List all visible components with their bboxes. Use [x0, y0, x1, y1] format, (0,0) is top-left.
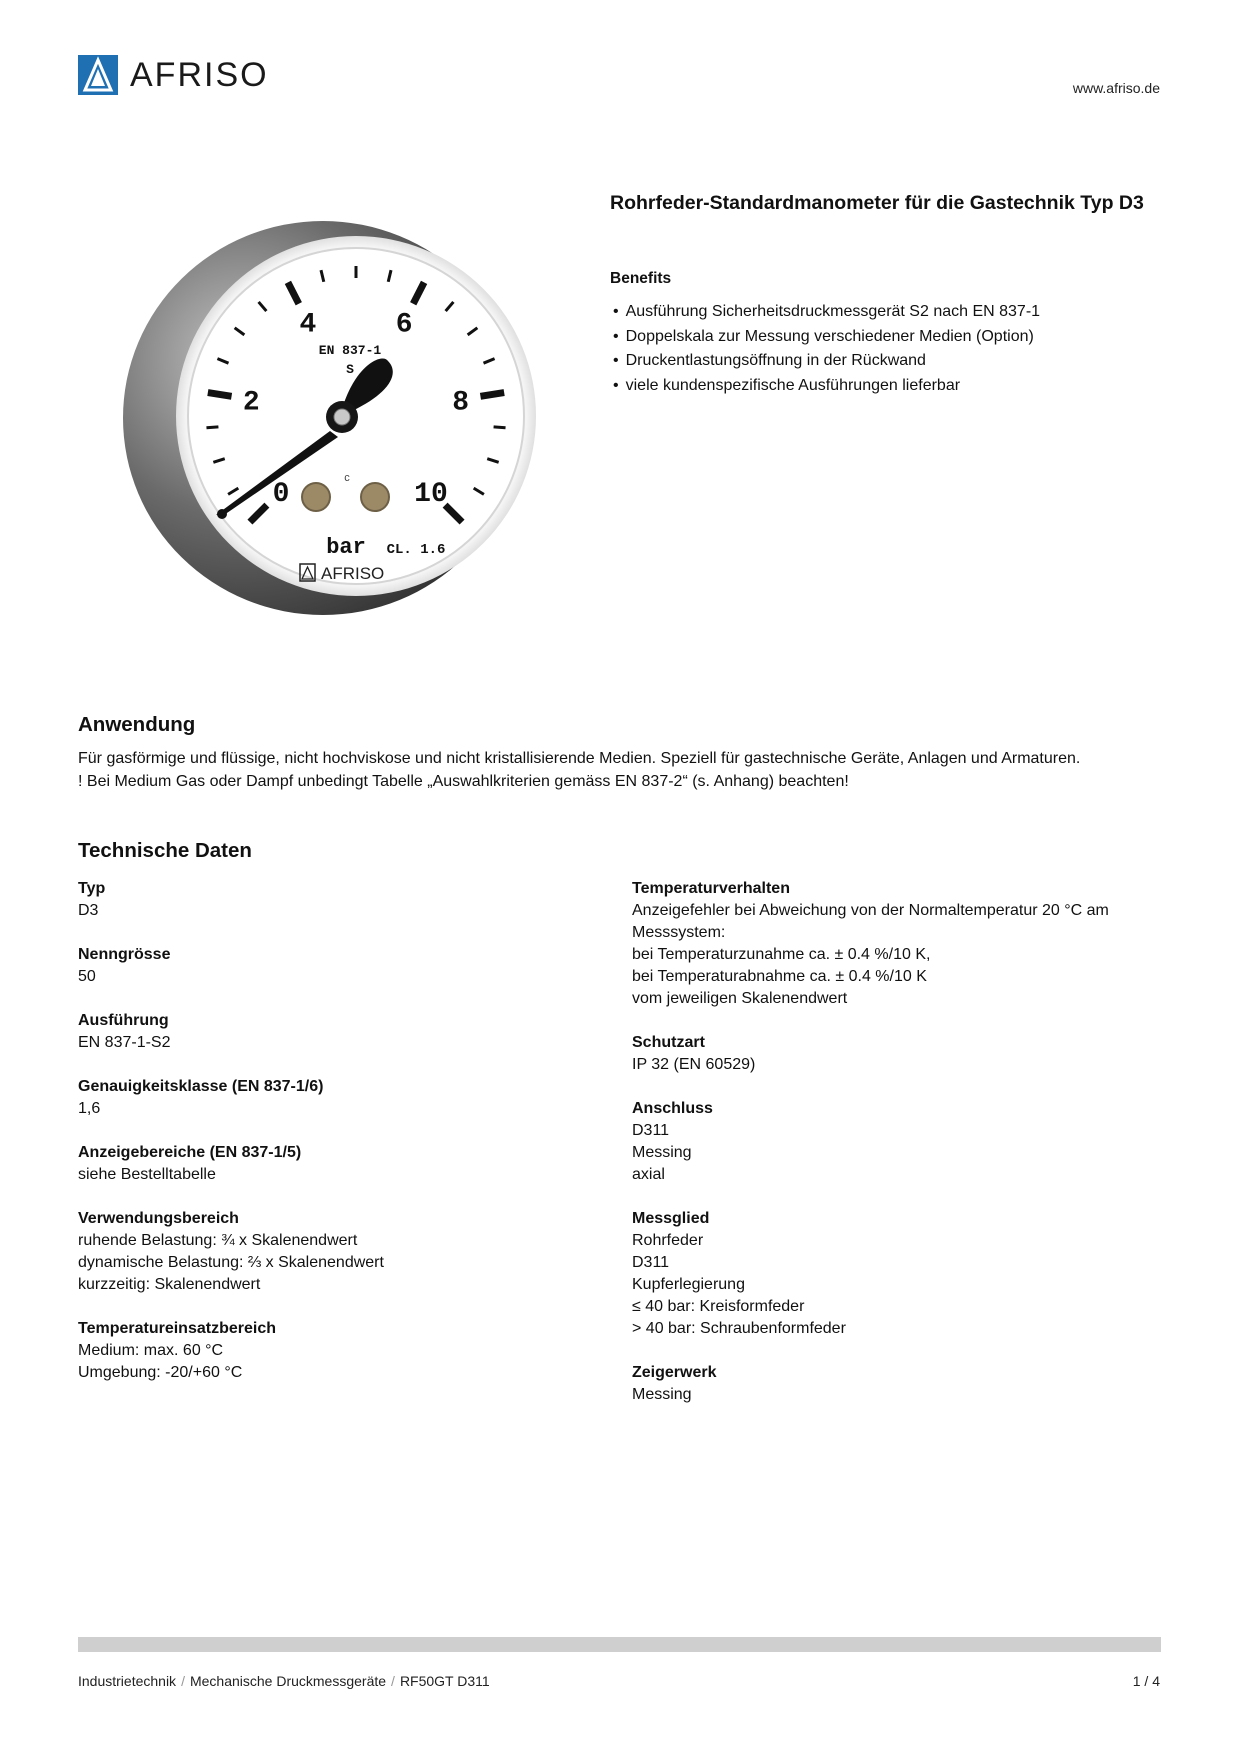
major-tick	[208, 393, 232, 397]
tech-field-label: Ausführung	[78, 1012, 169, 1029]
anwendung-heading: Anwendung	[78, 713, 196, 736]
gauge-scale-label: 6	[395, 309, 413, 341]
tech-field-value: Messing	[632, 1386, 692, 1403]
breadcrumb-separator: /	[181, 1673, 185, 1689]
tech-field-value: D311	[632, 1254, 670, 1271]
tech-field-value: Anzeigefehler bei Abweichung von der Normaltemperatur 20 °C am Messsystem:	[632, 902, 1109, 941]
tech-field-value: Messing	[632, 1144, 692, 1161]
major-tick	[480, 393, 504, 397]
tech-field-label: Zeigerwerk	[632, 1364, 717, 1381]
footer-divider-bar	[78, 1637, 1161, 1652]
anwendung-text	[78, 748, 1178, 793]
breadcrumb	[78, 1673, 490, 1689]
tech-field	[78, 944, 598, 988]
svg-text:c: c	[344, 472, 350, 484]
tech-field	[78, 878, 598, 922]
tech-field-value: Medium: max. 60 °C	[78, 1342, 224, 1359]
tech-field-label: Verwendungsbereich	[78, 1210, 239, 1227]
website-url: www.afriso.de	[1072, 80, 1160, 96]
page-number: 1 / 4	[1132, 1673, 1160, 1689]
tech-field-value: bei Temperaturabnahme ca. ± 0.4 %/10 K	[632, 968, 927, 985]
gauge-screw-right	[361, 483, 389, 511]
tech-field-value: axial	[632, 1166, 665, 1183]
tech-field	[632, 1362, 1152, 1406]
tech-field-label: Nenngrösse	[78, 946, 171, 963]
tech-field	[78, 1076, 598, 1120]
tech-field-label: Temperaturverhalten	[632, 880, 790, 897]
tech-field	[78, 1010, 598, 1054]
tech-field-label: Anzeigebereiche (EN 837-1/5)	[78, 1144, 302, 1161]
breadcrumb-item: RF50GT D311	[399, 1673, 490, 1689]
afriso-logo-icon	[78, 55, 118, 95]
benefit-item: • viele kundenspezifische Ausführungen lieferbar	[613, 374, 1040, 399]
tech-field-value: Umgebung: -20/+60 °C	[78, 1364, 243, 1381]
gauge-unit: bar	[326, 535, 366, 560]
anwendung-warning: ! Bei Medium Gas oder Dampf unbedingt Tabelle „Auswahlkriterien gemäss EN 837-2“ (s. Anhang) beachten!	[78, 772, 849, 790]
tech-field-value: EN 837-1-S2	[78, 1034, 171, 1051]
manometer-product-image	[118, 213, 558, 623]
logo-wordmark: AFRISO	[130, 56, 269, 94]
tech-field-value: 50	[78, 968, 96, 985]
benefit-item: • Druckentlastungsöffnung in der Rückwand	[613, 349, 1040, 374]
tech-field	[78, 1142, 598, 1186]
gauge-scale-label: 10	[414, 478, 448, 510]
gauge-scale-label: 4	[299, 309, 317, 341]
tech-field-value: Kupferlegierung	[632, 1276, 745, 1293]
gauge-s-mark: S	[346, 362, 354, 377]
gauge-standard-label: EN 837-1	[318, 343, 382, 358]
tech-field-value: bei Temperaturzunahme ca. ± 0.4 %/10 K,	[632, 946, 931, 963]
afriso-logo	[78, 55, 269, 95]
benefit-item: • Doppelskala zur Messung verschiedener Medien (Option)	[613, 325, 1040, 350]
technische-daten-heading: Technische Daten	[78, 839, 252, 862]
gauge-class: CL. 1.6	[386, 542, 446, 558]
gauge-screw-left	[302, 483, 330, 511]
tech-field-label: Schutzart	[632, 1034, 705, 1051]
tech-data-left-column	[78, 878, 598, 1406]
tech-field	[632, 1032, 1152, 1076]
tech-field-value: dynamische Belastung: ⅔ x Skalenendwert	[78, 1254, 384, 1271]
breadcrumb-item[interactable]: Industrietechnik	[78, 1673, 177, 1689]
tech-field-label: Anschluss	[632, 1100, 713, 1117]
tech-field-value: ≤ 40 bar: Kreisformfeder	[632, 1298, 805, 1315]
breadcrumb-item[interactable]: Mechanische Druckmessgeräte	[189, 1673, 387, 1689]
tech-field-value: > 40 bar: Schraubenformfeder	[632, 1320, 846, 1337]
tech-field-value: 1,6	[78, 1100, 101, 1117]
minor-tick	[494, 427, 506, 428]
tech-field-value: Rohrfeder	[632, 1232, 704, 1249]
tech-data-right-column	[632, 878, 1152, 1428]
tech-field-value: D3	[78, 902, 99, 919]
gauge-scale-label: 0	[272, 478, 290, 510]
tech-field	[78, 1208, 598, 1296]
tech-field	[632, 1208, 1152, 1340]
tech-field-value: ruhende Belastung: ¾ x Skalenendwert	[78, 1232, 358, 1249]
minor-tick	[206, 427, 218, 428]
svg-text:AFRISO: AFRISO	[321, 564, 385, 583]
anwendung-line: Für gasförmige und flüssige, nicht hochviskose und nicht kristallisierende Medien. Speziell für gastechnische Geräte, Anlagen und Armaturen.	[78, 750, 1081, 767]
benefit-item: • Ausführung Sicherheitsdruckmessgerät S2 nach EN 837-1	[613, 300, 1040, 325]
tech-field-value: IP 32 (EN 60529)	[632, 1056, 756, 1073]
tech-field-label: Genauigkeitsklasse (EN 837-1/6)	[78, 1078, 324, 1095]
product-title: Rohrfeder-Standardmanometer für die Gastechnik Typ D3	[610, 192, 1144, 214]
gauge-scale-label: 2	[242, 387, 260, 419]
gauge-scale-label: 8	[452, 387, 470, 419]
tech-field-label: Typ	[78, 880, 106, 897]
tech-field	[632, 878, 1152, 1010]
benefits-heading: Benefits	[610, 270, 672, 287]
tech-field	[632, 1098, 1152, 1186]
tech-field-value: vom jeweiligen Skalenendwert	[632, 990, 848, 1007]
tech-field-label: Temperatureinsatzbereich	[78, 1320, 276, 1337]
benefits-list	[613, 300, 1040, 398]
tech-field-label: Messglied	[632, 1210, 710, 1227]
tech-field-value: kurzzeitig: Skalenendwert	[78, 1276, 261, 1293]
breadcrumb-separator: /	[391, 1673, 395, 1689]
tech-field-value: siehe Bestelltabelle	[78, 1166, 216, 1183]
tech-field-value: D311	[632, 1122, 670, 1139]
tech-field	[78, 1318, 598, 1384]
